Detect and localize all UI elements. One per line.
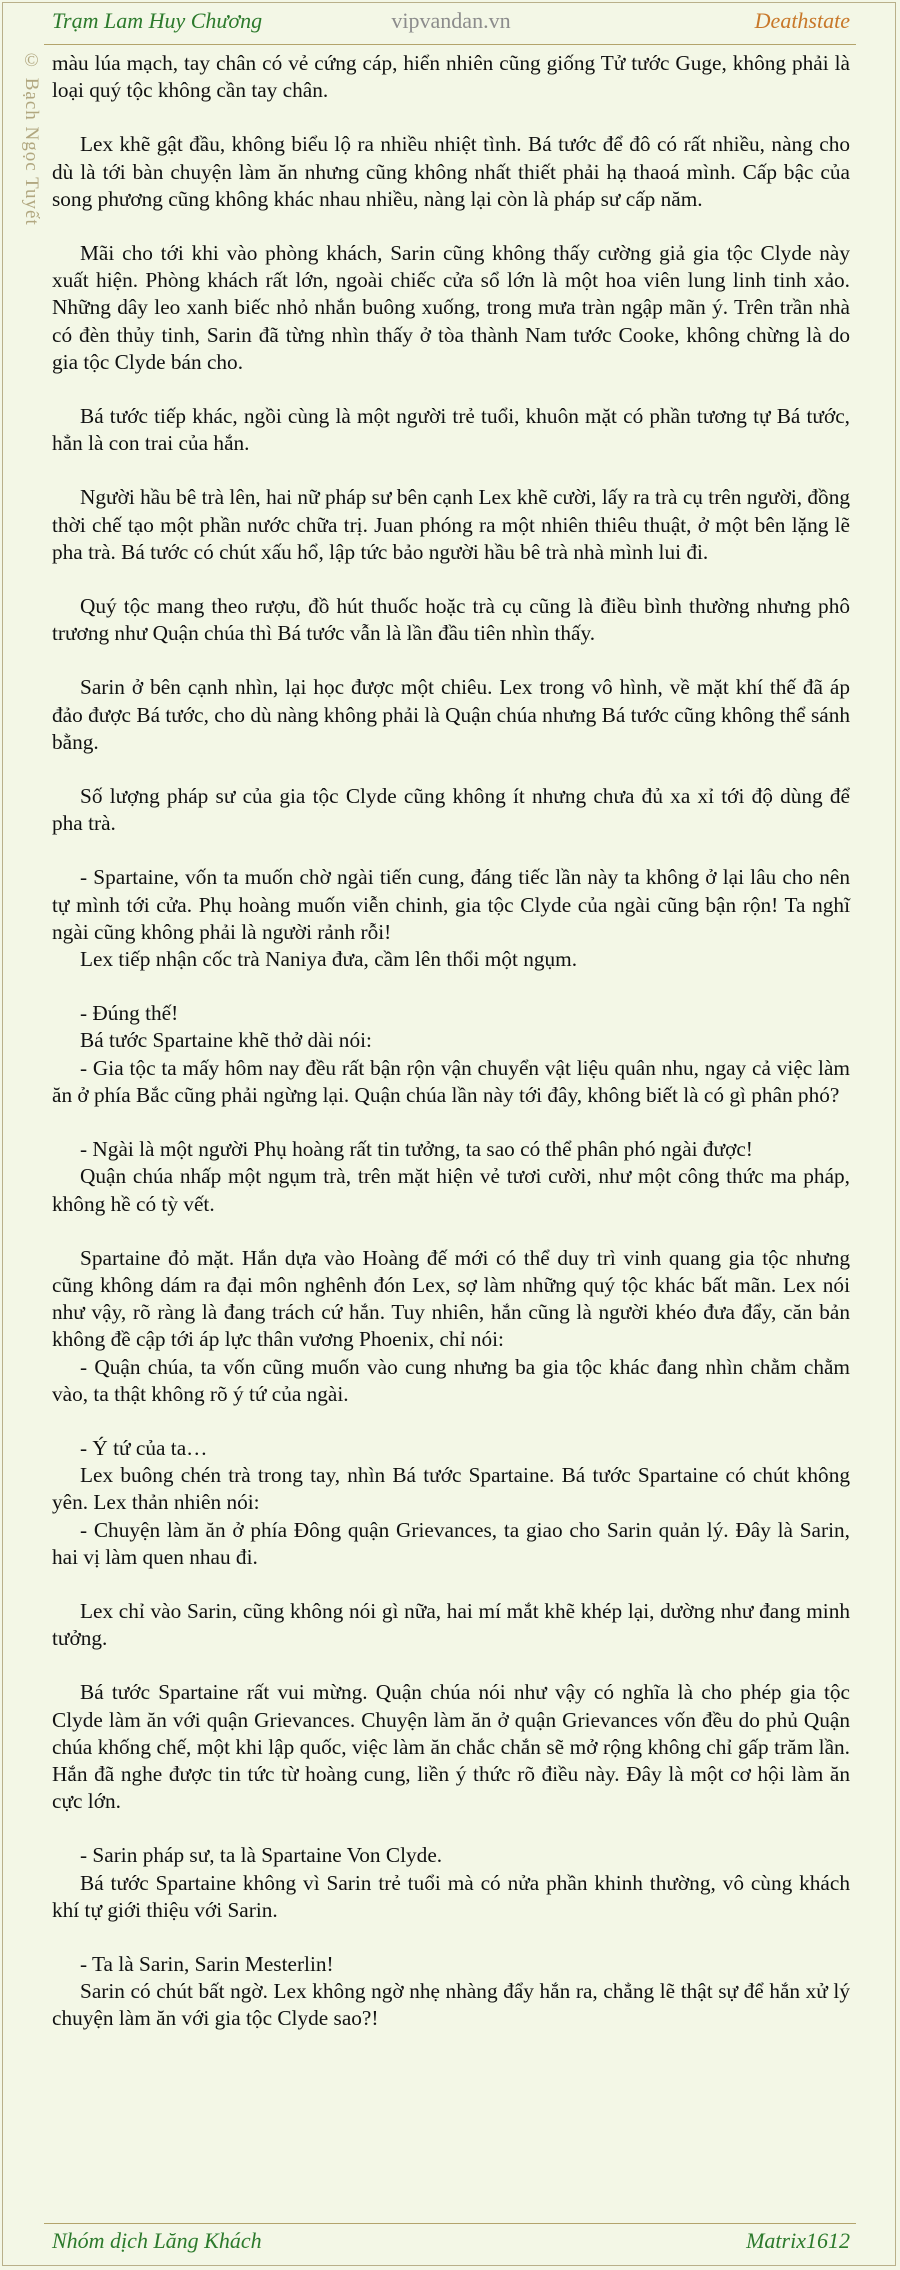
paragraph: - Spartaine, vốn ta muốn chờ ngài tiến cung, đáng tiếc lần này ta không ở lại lâu cho nên tự mình tới cửa. Phụ hoàng muốn viễn chinh, gia tộc Clyde của ngài cũng bận rộn! Ta nghĩ ngài cũng không phải là người rảnh rỗi! — [52, 865, 850, 944]
paragraph: - Chuyện làm ăn ở phía Đông quận Grievances, ta giao cho Sarin quản lý. Đây là Sarin, hai vị làm quen nhau đi. — [52, 1517, 850, 1569]
paragraph: - Đúng thế! — [80, 1001, 179, 1026]
paragraph: Sarin ở bên cạnh nhìn, lại học được một chiêu. Lex trong vô hình, về mặt khí thế đã áp đảo được Bá tước, cho dù nàng không phải là Quận chúa nhưng Bá tước cũng không thể sánh bằng. — [52, 675, 850, 754]
paragraph: Lex tiếp nhận cốc trà Naniya đưa, cầm lên thổi một ngụm. — [80, 947, 578, 972]
paragraph: Mãi cho tới khi vào phòng khách, Sarin cũng không thấy cường giả gia tộc Clyde này xuất hiện. Phòng khách rất lớn, ngoài chiếc cửa sổ lớn là một hoa viên lung linh tinh xảo. Những dây leo xanh biếc nhỏ nhắn buông xuống, trong mưa tràn ngập mãn ý. Trên trần nhà có đèn thủy tinh, Sarin đã từng nhìn thấy ở tòa thành Nam tước Cooke, không chừng là do gia tộc Clyde bán cho. — [52, 241, 850, 374]
header-divider — [44, 44, 856, 45]
paragraph: Bá tước tiếp khác, ngồi cùng là một người trẻ tuổi, khuôn mặt có phần tương tự Bá tước, hẳn là con trai của hắn. — [52, 404, 850, 456]
footer-divider — [44, 2223, 856, 2224]
copyright-watermark: © Bạch Ngọc Tuyết — [21, 50, 42, 226]
paragraph: Bá tước Spartaine không vì Sarin trẻ tuổi mà có nửa phần khinh thường, vô cùng khách khí tự giới thiệu với Sarin. — [52, 1870, 850, 1922]
paragraph: Lex buông chén trà trong tay, nhìn Bá tước Spartaine. Bá tước Spartaine có chút không yên. Lex thản nhiên nói: — [52, 1463, 850, 1515]
page-header — [52, 0, 850, 46]
paragraph: - Quận chúa, ta vốn cũng muốn vào cung nhưng ba gia tộc khác đang nhìn chằm chằm vào, ta thật không rõ ý tứ của ngài. — [52, 1354, 850, 1406]
paragraph: - Ý tứ của ta… — [80, 1435, 208, 1460]
paragraph: Sarin có chút bất ngờ. Lex không ngờ nhẹ nhàng đẩy hắn ra, chẳng lẽ thật sự để hắn xử lý chuyện làm ăn với gia tộc Clyde sao?! — [52, 1979, 850, 2031]
paragraph: Số lượng pháp sư của gia tộc Clyde cũng không ít nhưng chưa đủ xa xỉ tới độ dùng để pha trà. — [52, 784, 850, 836]
chapter-text — [52, 50, 850, 2033]
paragraph: Spartaine đỏ mặt. Hắn dựa vào Hoàng đế mới có thể duy trì vinh quang gia tộc nhưng cũng không dám ra đại môn nghênh đón Lex, sợ làm những quý tộc khác bất mãn. Lex nói như vậy, rõ ràng là đang trách cứ hắn. Tuy nhiên, hắn cũng là người khéo đưa đẩy, căn bản không đề cập tới áp lực thân vương Phoenix, chỉ nói: — [52, 1245, 850, 1352]
paragraph: - Gia tộc ta mấy hôm nay đều rất bận rộn vận chuyển vật liệu quân nhu, ngay cả việc làm ăn ở phía Bắc cũng phải ngừng lại. Quận chúa lần này tới đây, không biết là có gì phân phó? — [52, 1055, 850, 1107]
paragraph: Bá tước Spartaine rất vui mừng. Quận chúa nói như vậy có nghĩa là cho phép gia tộc Clyde làm ăn với quận Grievances. Chuyện làm ăn ở quận Grievances vốn đều do phủ Quận chúa khống chế, một khi lập quốc, việc làm ăn chắc chắn sẽ mở rộng không chỉ gấp trăm lần. Hắn đã nghe được tin tức từ hoàng cung, liền ý thức rõ điều này. Đây là một cơ hội làm ăn cực lớn. — [52, 1680, 850, 1814]
paragraph: - Sarin pháp sư, ta là Spartaine Von Clyde. — [80, 1843, 443, 1868]
paragraph: Quý tộc mang theo rượu, đồ hút thuốc hoặc trà cụ cũng là điều bình thường nhưng phô trương như Quận chúa thì Bá tước vẫn là lần đầu tiên nhìn thấy. — [52, 594, 850, 646]
paragraph: - Ngài là một người Phụ hoàng rất tin tưởng, ta sao có thể phân phó ngài được! — [80, 1137, 753, 1162]
paragraph: Người hầu bê trà lên, hai nữ pháp sư bên cạnh Lex khẽ cười, lấy ra trà cụ trên người, đồng thời chế tạo một phần nước chữa trị. Juan phóng ra một nhiên thiêu thuật, ở một bên lặng lẽ pha trà. Bá tước có chút xấu hổ, lập tức bảo người hầu bê trà nhà mình lui đi. — [52, 485, 850, 564]
header-book-title: Deathstate — [754, 8, 850, 33]
header-website: vipvandan.vn — [391, 8, 511, 33]
footer-editor: Matrix1612 — [746, 2228, 850, 2253]
paragraph: Quận chúa nhấp một ngụm trà, trên mặt hiện vẻ tươi cười, như một công thức ma pháp, không hề có tỳ vết. — [52, 1164, 850, 1216]
paragraph: - Ta là Sarin, Sarin Mesterlin! — [80, 1951, 334, 1976]
paragraph: màu lúa mạch, tay chân có vẻ cứng cáp, hiển nhiên cũng giống Tử tước Guge, không phải là loại quý tộc không cần tay chân. — [52, 51, 850, 103]
header-site-name: Trạm Lam Huy Chương — [52, 8, 263, 33]
paragraph: Bá tước Spartaine khẽ thở dài nói: — [80, 1028, 372, 1053]
footer-translator-group: Nhóm dịch Lăng Khách — [52, 2228, 262, 2253]
paragraph: Lex chỉ vào Sarin, cũng không nói gì nữa, hai mí mắt khẽ khép lại, dường như đang minh tưởng. — [52, 1598, 850, 1651]
paragraph: Lex khẽ gật đầu, không biểu lộ ra nhiều nhiệt tình. Bá tước để đô có rất nhiều, nàng cho dù là tới bàn chuyện làm ăn nhưng cũng không nhất thiết phải hạ thaoá mình. Cấp bậc của song phương cũng không khác nhau nhiều, nàng lại còn là pháp sư cấp năm. — [52, 132, 850, 211]
